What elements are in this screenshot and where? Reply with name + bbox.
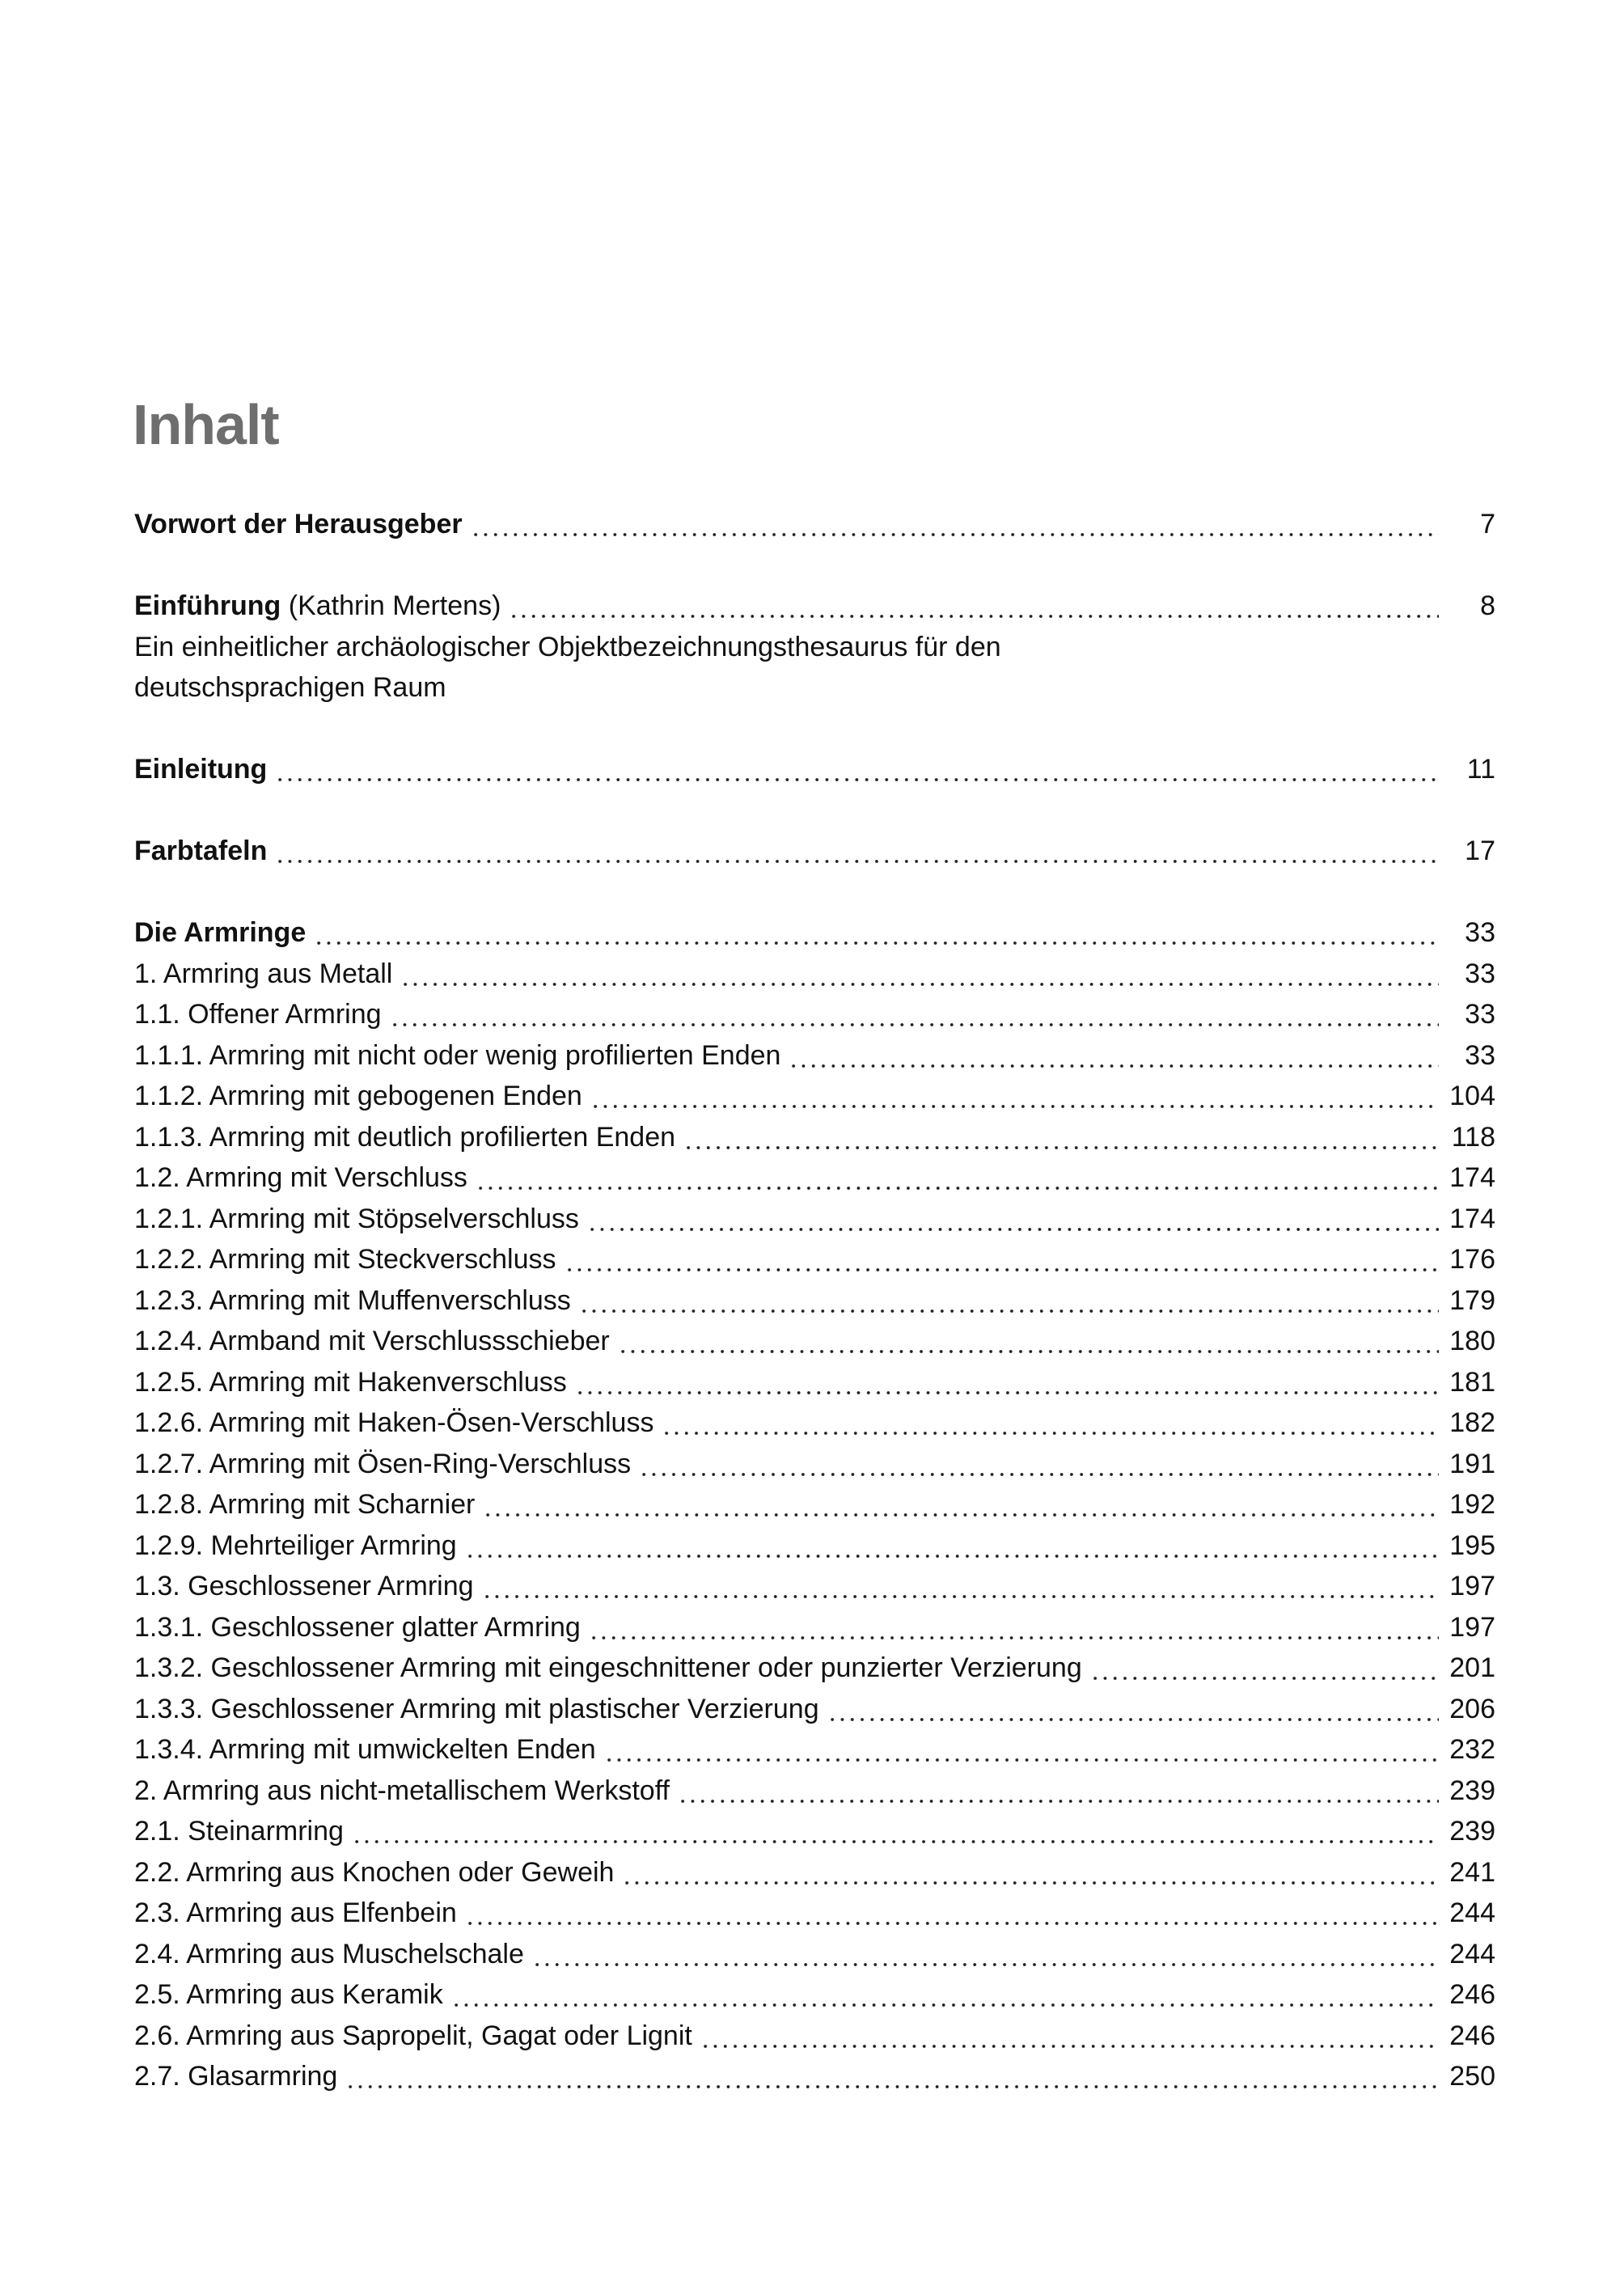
toc-entry-title: 2.6. Armring aus Sapropelit, Gagat oder Lignit [134, 2020, 692, 2051]
toc-entry-title: 1.2.8. Armring mit Scharnier [134, 1489, 476, 1520]
toc-entry[interactable] [134, 994, 1495, 1035]
toc-entry[interactable] [134, 831, 1495, 872]
toc-entry-title: Farbtafeln [134, 836, 268, 866]
toc-entry-label [134, 2016, 692, 2057]
toc-entry-title: 1. Armring aus Metall [134, 958, 393, 989]
toc-entry-label [134, 912, 306, 954]
toc-entry[interactable] [134, 1852, 1495, 1893]
toc-entry-label [134, 586, 501, 627]
toc-entry[interactable] [134, 1239, 1495, 1280]
toc-entry-subtitle: deutschsprachigen Raum [134, 672, 446, 703]
dot-leader [483, 1484, 1439, 1525]
toc-entry-label [134, 1974, 443, 2016]
toc-entry-title: 2.5. Armring aus Keramik [134, 1979, 443, 2010]
toc-entry[interactable] [134, 1402, 1495, 1444]
toc-entry-title: 1.3.3. Geschlossener Armring mit plastischer Verzierung [134, 1693, 819, 1724]
toc-entry-title: 1.2.2. Armring mit Steckverschluss [134, 1244, 556, 1275]
toc-entry-title: 1.2.3. Armring mit Muffenverschluss [134, 1284, 571, 1316]
toc-entry[interactable] [134, 912, 1495, 954]
dot-leader [1090, 1648, 1439, 1689]
section-spacer [134, 709, 1495, 750]
toc-entry[interactable] [134, 1157, 1495, 1199]
toc-entry-page: 179 [1449, 1284, 1495, 1316]
dot-leader [683, 1117, 1439, 1158]
toc-entry-label [134, 1280, 571, 1322]
dot-leader [618, 1321, 1439, 1362]
dot-leader [622, 1852, 1439, 1893]
toc-entry-page: 176 [1449, 1244, 1495, 1275]
toc-entry-title: 1.3. Geschlossener Armring [134, 1571, 474, 1601]
toc-entry-title: 1.2.7. Armring mit Ösen-Ring-Verschluss [134, 1448, 632, 1479]
toc-entry-page: 201 [1449, 1652, 1495, 1683]
toc-entry-page: 206 [1449, 1693, 1495, 1724]
toc-entry-title: Einleitung [134, 754, 268, 785]
toc-entry-title: 1.2.9. Mehrteiliger Armring [134, 1529, 457, 1561]
toc-entry-title: 2.7. Glasarmring [134, 2061, 338, 2092]
toc-entry-page: 182 [1449, 1407, 1495, 1438]
toc-entry-page: 7 [1480, 509, 1495, 539]
toc-entry[interactable] [134, 1035, 1495, 1077]
toc-entry-title: 1.1.3. Armring mit deutlich profilierten Enden [134, 1121, 676, 1153]
toc-entry[interactable] [134, 1689, 1495, 1730]
toc-entry-title: Die Armringe [134, 917, 307, 948]
toc-entry-label [134, 1525, 457, 1567]
toc-entry[interactable] [134, 1525, 1495, 1567]
toc-entry-page: 246 [1449, 2020, 1495, 2051]
dot-leader [678, 1771, 1439, 1812]
dot-leader [471, 504, 1439, 545]
toc-entry-page: 33 [1465, 1039, 1495, 1071]
dot-leader [275, 831, 1439, 872]
dot-leader [390, 994, 1439, 1035]
toc-entry-title: 1.2. Armring mit Verschluss [134, 1162, 467, 1193]
toc-entry[interactable] [134, 1566, 1495, 1607]
toc-entry-label [134, 1729, 596, 1771]
toc-entry-title: 1.2.1. Armring mit Stöpselverschluss [134, 1203, 579, 1234]
toc-entry[interactable] [134, 1362, 1495, 1403]
toc-entry-title: 1.3.1. Geschlossener glatter Armring [134, 1611, 581, 1643]
dot-leader [579, 1280, 1439, 1322]
toc-entry-page: 191 [1449, 1448, 1495, 1479]
toc-entry[interactable] [134, 504, 1495, 545]
toc-entry-label [134, 1566, 474, 1607]
toc-entry-title: 1.2.6. Armring mit Haken-Ösen-Verschluss [134, 1407, 654, 1438]
toc-entry-label [134, 1402, 653, 1444]
toc-entry-label [134, 1689, 819, 1730]
dot-leader [465, 1525, 1439, 1567]
toc-entry-page: 239 [1449, 1775, 1495, 1806]
toc-entry-page: 241 [1449, 1856, 1495, 1888]
toc-entry-page: 33 [1465, 958, 1495, 989]
toc-entry-page: 239 [1449, 1816, 1495, 1847]
toc-entry-label [134, 1852, 614, 1893]
page-title: Inhalt [133, 392, 279, 456]
dot-leader [827, 1689, 1439, 1730]
toc-entry-title: 1.3.4. Armring mit umwickelten Enden [134, 1734, 596, 1765]
toc-entry-title: 1.2.5. Armring mit Hakenverschluss [134, 1366, 567, 1398]
toc-entry-title: 1.1.2. Armring mit gebogenen Enden [134, 1081, 582, 1111]
toc-entry-page: 197 [1449, 1611, 1495, 1643]
toc-entry[interactable] [134, 1729, 1495, 1771]
toc-entry-label [134, 954, 392, 995]
table-of-contents [134, 504, 1495, 2097]
toc-entry[interactable] [134, 1811, 1495, 1852]
toc-entry-page: 244 [1449, 1938, 1495, 1969]
toc-entry-label [134, 1607, 581, 1648]
toc-entry-label [134, 994, 382, 1035]
toc-entry-label [134, 1239, 556, 1280]
toc-entry-label [134, 1199, 579, 1240]
dot-leader [575, 1362, 1439, 1403]
toc-entry-page: 11 [1466, 754, 1495, 785]
toc-entry-label [134, 1035, 780, 1077]
toc-entry-page: 246 [1449, 1979, 1495, 2010]
toc-entry[interactable] [134, 2016, 1495, 2057]
toc-entry-page: 33 [1465, 999, 1495, 1030]
toc-entry[interactable] [134, 2056, 1495, 2097]
dot-leader [589, 1607, 1439, 1648]
toc-entry-title: Vorwort der Herausgeber [134, 509, 463, 539]
toc-entry[interactable] [134, 1076, 1495, 1117]
toc-entry[interactable] [134, 586, 1495, 627]
toc-entry[interactable] [134, 1934, 1495, 1975]
toc-entry-label [134, 1076, 582, 1117]
toc-entry-label [134, 1771, 670, 1812]
toc-entry-label [134, 749, 267, 790]
toc-entry-page: 118 [1451, 1121, 1495, 1153]
toc-entry-label [134, 1157, 467, 1199]
toc-entry-page: 174 [1449, 1203, 1495, 1234]
dot-leader [465, 1893, 1439, 1934]
toc-entry-page: 244 [1449, 1897, 1495, 1928]
dot-leader [565, 1239, 1439, 1280]
toc-entry[interactable] [134, 1280, 1495, 1322]
toc-entry[interactable] [134, 954, 1495, 995]
dot-leader [532, 1934, 1439, 1975]
toc-entry-title: 2.1. Steinarmring [134, 1816, 344, 1847]
section-spacer [134, 872, 1495, 913]
dot-leader [400, 954, 1439, 995]
toc-entry[interactable] [134, 1974, 1495, 2016]
toc-entry-page: 192 [1449, 1489, 1495, 1520]
toc-entry-title: 1.1.1. Armring mit nicht oder wenig profilierten Enden [134, 1039, 781, 1071]
toc-entry[interactable] [134, 1117, 1495, 1158]
toc-entry-label [134, 1444, 631, 1485]
section-spacer [134, 790, 1495, 831]
toc-entry[interactable] [134, 1484, 1495, 1525]
toc-entry-page: 181 [1449, 1366, 1495, 1398]
toc-entry-page: 197 [1449, 1571, 1495, 1601]
toc-entry-page: 17 [1465, 836, 1495, 866]
toc-entry[interactable] [134, 1321, 1495, 1362]
toc-entry-label [134, 831, 267, 872]
toc-entry-title: 1.3.2. Geschlossener Armring mit eingeschnittener oder punzierter Verzierung [134, 1652, 1082, 1683]
dot-leader [789, 1035, 1439, 1077]
toc-entry-subtitle: Ein einheitlicher archäologischer Objektbezeichnungsthesaurus für den [134, 631, 1001, 662]
toc-entry[interactable] [134, 1771, 1495, 1812]
dot-leader [590, 1076, 1439, 1117]
toc-entry-author: (Kathrin Mertens) [288, 590, 501, 621]
toc-entry-title: 1.1. Offener Armring [134, 999, 382, 1030]
toc-entry-title: 2. Armring aus nicht-metallischem Werkstoff [134, 1775, 670, 1806]
toc-entry-label [134, 1362, 567, 1403]
toc-entry-title: Einführung [134, 590, 281, 621]
toc-entry-title: 2.2. Armring aus Knochen oder Geweih [134, 1856, 615, 1888]
dot-leader [700, 2016, 1439, 2057]
dot-leader [345, 2056, 1439, 2097]
toc-entry-label [134, 1648, 1082, 1689]
toc-entry[interactable] [134, 749, 1495, 790]
dot-leader [509, 586, 1439, 627]
toc-entry[interactable] [134, 1648, 1495, 1689]
toc-entry-title: 1.2.4. Armband mit Verschlussschieber [134, 1326, 610, 1356]
dot-leader [314, 912, 1439, 954]
dot-leader [639, 1444, 1439, 1485]
toc-entry-label [134, 1484, 475, 1525]
toc-entry-page: 174 [1449, 1162, 1495, 1193]
toc-entry-page: 232 [1449, 1734, 1495, 1765]
dot-leader [352, 1811, 1439, 1852]
dot-leader [275, 749, 1439, 790]
dot-leader [482, 1566, 1439, 1607]
toc-entry-label [134, 1934, 524, 1975]
toc-entry-label [134, 1117, 675, 1158]
toc-entry-page: 33 [1465, 917, 1495, 948]
toc-entry-title: 2.3. Armring aus Elfenbein [134, 1897, 457, 1928]
toc-entry-label [134, 2056, 337, 2097]
toc-entry-label [134, 1321, 610, 1362]
toc-entry-label [134, 1893, 457, 1934]
toc-entry[interactable] [134, 1607, 1495, 1648]
dot-leader [476, 1157, 1439, 1199]
toc-entry-label [134, 1811, 344, 1852]
toc-entry-label [134, 504, 463, 545]
toc-entry-title: 2.4. Armring aus Muschelschale [134, 1938, 524, 1969]
section-spacer [134, 545, 1495, 586]
toc-entry[interactable] [134, 1893, 1495, 1934]
toc-entry-page: 8 [1480, 590, 1495, 621]
toc-entry-page: 104 [1449, 1081, 1495, 1111]
toc-entry[interactable] [134, 1199, 1495, 1240]
toc-entry-page: 250 [1449, 2061, 1495, 2092]
dot-leader [451, 1974, 1439, 2016]
toc-entry[interactable] [134, 1444, 1495, 1485]
dot-leader [604, 1729, 1439, 1771]
dot-leader [587, 1199, 1439, 1240]
toc-entry-page: 195 [1449, 1529, 1495, 1561]
toc-entry-page: 180 [1449, 1326, 1495, 1356]
dot-leader [662, 1402, 1439, 1444]
